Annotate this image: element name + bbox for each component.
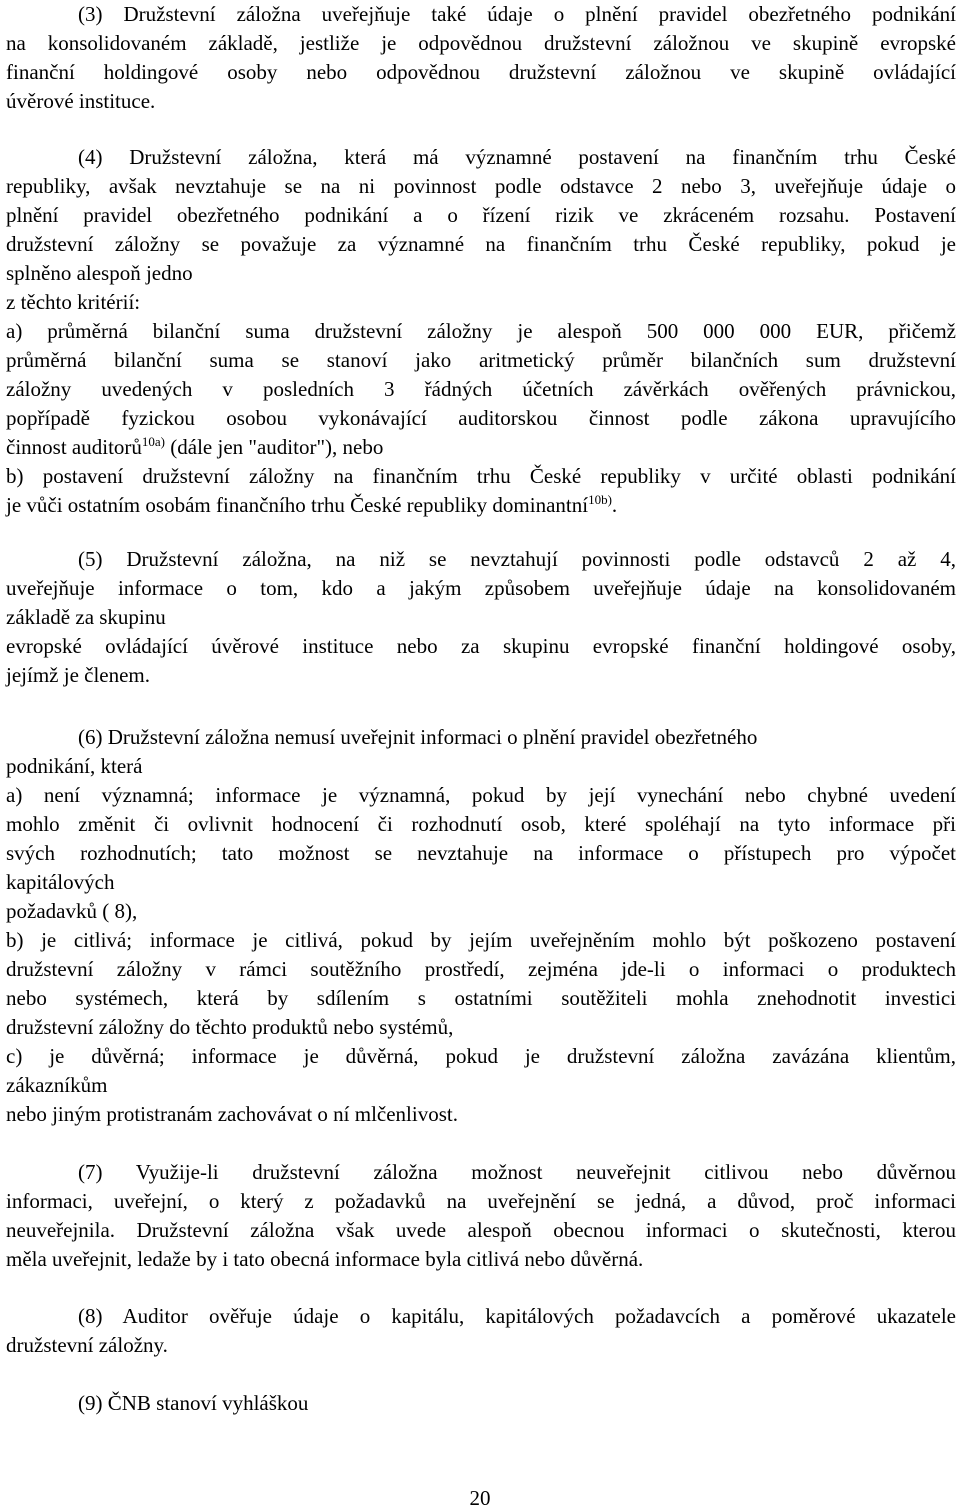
text-line: měla uveřejnit, ledaže by i tato obecná informace byla citlivá nebo důvěrná. bbox=[6, 1247, 644, 1271]
text-line: finanční holdingové osoby nebo odpovědnou družstevní záložnou ve skupině ovládající bbox=[6, 60, 956, 84]
text-line bbox=[6, 491, 956, 520]
text-line: nebo systémech, která by sdílením s ostatními soutěžiteli mohla znehodnotit investici bbox=[6, 986, 956, 1010]
text-line: neuveřejnila. Družstevní záložna však uvede alespoň obecnou informaci o skutečnosti, kterou bbox=[6, 1218, 956, 1242]
text-line: b) postavení družstevní záložny na finančním trhu České republiky v určité oblasti podnikání bbox=[6, 464, 956, 488]
text-line: svých rozhodnutích; tato možnost se nevztahuje na informace o přístupech pro výpočet bbox=[6, 841, 956, 865]
paragraph-6 bbox=[6, 723, 956, 1129]
paragraph-8 bbox=[6, 1302, 956, 1360]
page-number: 20 bbox=[469, 1486, 491, 1510]
paragraph-7 bbox=[6, 1158, 956, 1274]
text-line: uveřejňuje informace o tom, kdo a jakým způsobem uveřejňuje údaje na konsolidovaném bbox=[6, 576, 956, 600]
text-line: a) průměrná bilanční suma družstevní záložny je alespoň 500 000 000 EUR, přičemž bbox=[6, 319, 956, 343]
text-line: splněno alespoň jedno bbox=[6, 261, 193, 285]
text-line: základě za skupinu bbox=[6, 605, 166, 629]
text-line: informaci, uveřejní, o který z požadavků na uveřejnění se jedná, a důvod, proč informaci bbox=[6, 1189, 956, 1213]
text-line: družstevní záložny. bbox=[6, 1333, 168, 1357]
text-line: požadavků ( 8), bbox=[6, 899, 138, 923]
text-line: republiky, avšak nevztahuje se na ni povinnost podle odstavce 2 nebo 3, uveřejňuje údaje o bbox=[6, 174, 956, 198]
text-line: a) není významná; informace je významná, pokud by její vynechání nebo chybné uvedení bbox=[6, 783, 956, 807]
text-line: z těchto kritérií: bbox=[6, 290, 141, 314]
text-line: (9) ČNB stanoví vyhláškou bbox=[78, 1391, 309, 1415]
dominant-text: je vůči ostatním osobám finančního trhu České republiky dominantní bbox=[6, 493, 589, 517]
auditor-text: činnost auditorů bbox=[6, 435, 142, 459]
text-line: jejímž je členem. bbox=[6, 663, 151, 687]
text-line: kapitálových bbox=[6, 870, 115, 894]
paragraph-3 bbox=[6, 0, 956, 116]
text-line: družstevní záložny do těchto produktů nebo systémů, bbox=[6, 1015, 454, 1039]
text-line: b) je citlivá; informace je citlivá, pokud by jejím uveřejněním mohlo být poškozeno postavení bbox=[6, 928, 956, 952]
text-line: úvěrové instituce. bbox=[6, 89, 156, 113]
text-line: mohlo změnit či ovlivnit hodnocení či rozhodnutí osob, které spoléhají na tyto informace při bbox=[6, 812, 956, 836]
text-line: evropské ovládající úvěrové instituce nebo za skupinu evropské finanční holdingové osoby, bbox=[6, 634, 956, 658]
paragraph-4 bbox=[6, 143, 956, 520]
text-line: podnikání, která bbox=[6, 754, 143, 778]
text-line: družstevní záložny v rámci soutěžního prostředí, zejména jde-li o informaci o produktech bbox=[6, 957, 956, 981]
text-line: zákazníkům bbox=[6, 1073, 108, 1097]
text-line bbox=[6, 433, 956, 462]
auditor-text-after: (dále jen "auditor"), nebo bbox=[165, 435, 384, 459]
dominant-text-after: . bbox=[611, 493, 618, 517]
text-line: (3) Družstevní záložna uveřejňuje také údaje o plnění pravidel obezřetného podnikání bbox=[78, 2, 956, 26]
text-line: popřípadě fyzickou osobou vykonávající auditorskou činnost podle zákona upravujícího bbox=[6, 406, 956, 430]
text-line: (6) Družstevní záložna nemusí uveřejnit informaci o plnění pravidel obezřetného bbox=[78, 725, 758, 749]
footnote-ref-10a: 10a) bbox=[141, 434, 166, 449]
text-line: záložny uvedených v posledních 3 řádných účetních závěrkách ověřených právnickou, bbox=[6, 377, 956, 401]
text-line: plnění pravidel obezřetného podnikání a o řízení rizik ve zkráceném rozsahu. Postavení bbox=[6, 203, 956, 227]
text-line: (5) Družstevní záložna, na niž se nevztahují povinnosti podle odstavců 2 až 4, bbox=[78, 547, 956, 571]
text-line: družstevní záložny se považuje za významné na finančním trhu České republiky, pokud je bbox=[6, 232, 956, 256]
paragraph-9 bbox=[6, 1389, 956, 1418]
text-line: na konsolidovaném základě, jestliže je odpovědnou družstevní záložnou ve skupině evropské bbox=[6, 31, 956, 55]
text-line: c) je důvěrná; informace je důvěrná, pokud je družstevní záložna zavázána klientům, bbox=[6, 1044, 956, 1068]
footnote-ref-10b: 10b) bbox=[588, 492, 612, 507]
text-line: (8) Auditor ověřuje údaje o kapitálu, kapitálových požadavcích a poměrové ukazatele bbox=[78, 1304, 956, 1328]
text-line: (7) Využije-li družstevní záložna možnost neuveřejnit citlivou nebo důvěrnou bbox=[78, 1160, 956, 1184]
text-line: průměrná bilanční suma se stanoví jako aritmetický průměr bilančních sum družstevní bbox=[6, 348, 956, 372]
text-line: (4) Družstevní záložna, která má významné postavení na finančním trhu České bbox=[78, 145, 956, 169]
paragraph-5 bbox=[6, 545, 956, 690]
text-line: nebo jiným protistranám zachovávat o ní mlčenlivost. bbox=[6, 1102, 458, 1126]
